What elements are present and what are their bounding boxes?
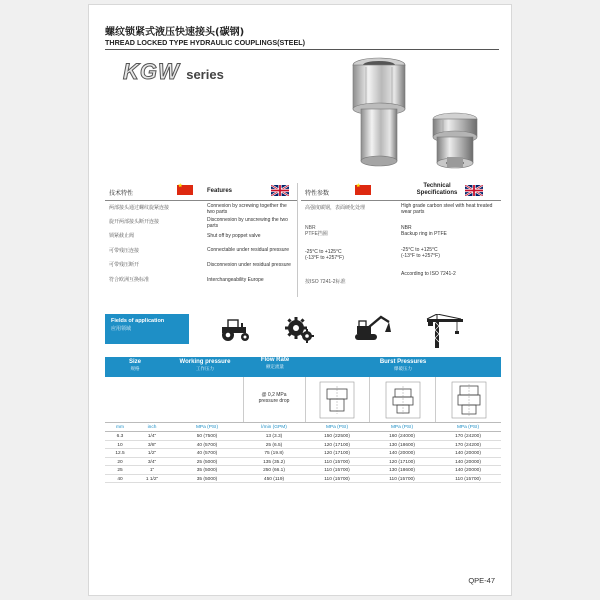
specs-en-header: Technical Specifications — [401, 183, 501, 201]
gears-icon — [285, 314, 315, 344]
feature-cn-6: 符合欧洲互换标准 — [109, 277, 150, 283]
table-units-row: mm inch MPa (PSI) l/min (GPM) MPa (PSI) MPa (PSI) MPa (PSI) — [105, 423, 501, 432]
specs-en-column — [401, 183, 501, 201]
male-coupling-diagram-icon — [385, 381, 421, 419]
feature-cn-4: 可带残压连接 — [109, 248, 140, 254]
specifications-table — [105, 357, 501, 483]
table-row: 20 3/4" 25 (5000) 135 (35.2) 110 (15700) 120 (17100) 140 (20000) — [105, 458, 501, 467]
spec-cn-3: -25°C to +125°C (-13°F to +257°F) — [305, 249, 344, 261]
page-number: QPE-47 — [468, 576, 495, 585]
tractor-icon — [217, 314, 253, 342]
header-flow-rate: Flow Rate 额定流量 — [260, 357, 290, 369]
catalog-page — [88, 4, 512, 596]
specs-cn-column — [301, 183, 401, 201]
feature-cn-2: 旋开两部接头断开连接 — [109, 219, 160, 225]
fields-of-application — [105, 312, 501, 348]
excavator-icon — [351, 314, 395, 342]
female-coupling-diagram-icon — [319, 381, 355, 419]
spec-en-4: According to ISO 7241-2 — [401, 271, 456, 277]
spec-en-2: NBR Backup ring in PTFE — [401, 225, 447, 237]
features-cn-header: 技术特性 ★ — [105, 183, 201, 201]
table-diagram-row — [105, 377, 501, 423]
series-title — [123, 59, 224, 85]
feature-en-4: Connectable under residual pressure — [207, 247, 289, 253]
uk-flag-icon — [271, 185, 289, 196]
coupling-product-image — [325, 53, 505, 183]
features-en-column — [201, 183, 297, 201]
series-word: series — [186, 67, 224, 82]
header-size: Size 规格 — [128, 359, 141, 371]
crane-icon — [425, 314, 465, 348]
table-row: 40 1 1/2" 35 (5000) 450 (119) 110 (15700) 110 (15700) 110 (15700) — [105, 475, 501, 484]
feature-en-2: Disconnexion by unscrewing the two parts — [207, 217, 288, 229]
flow-rate-note: @ 0,2 MPa pressure drop — [258, 392, 290, 404]
page-title-en: THREAD LOCKED TYPE HYDRAULIC COUPLINGS(STEEL) — [105, 38, 306, 47]
feature-en-5: Disconnexion under residual pressure — [207, 262, 291, 268]
table-header — [105, 357, 501, 377]
table-row: 6.3 1/4" 50 (7500) 13 (3.3) 150 (22500) 160 (24000) 170 (24200) — [105, 432, 501, 441]
title-divider — [105, 49, 499, 50]
specs-cn-header: 特性参数 ★ — [301, 183, 401, 201]
spec-cn-1: 高强度碳钢，表面硬化处理 — [305, 205, 366, 211]
header-working-pressure: Working pressure 工作压力 — [179, 359, 231, 371]
series-code: KGW — [123, 59, 180, 84]
feature-cn-5: 可带残压断开 — [109, 262, 140, 268]
fields-label: Fields of application 应用领域 — [105, 314, 189, 344]
spec-cn-4: 按ISO 7241-2标准 — [305, 279, 346, 285]
china-flag-icon — [177, 185, 193, 195]
header-burst-pressures: Burst Pressures 爆破压力 — [379, 359, 427, 371]
table-row: 12.5 1/2" 40 (5700) 75 (19.8) 120 (17100) 140 (20000) 140 (20000) — [105, 449, 501, 458]
page-title-cn: 螺纹锁紧式液压快速接头(碳钢) — [105, 27, 245, 38]
features-divider — [297, 183, 298, 297]
features-section — [105, 183, 501, 297]
table-row: 25 1" 35 (5000) 250 (66.1) 110 (15700) 130 (18600) 140 (20000) — [105, 466, 501, 475]
feature-en-6: Interchangeability Europe — [207, 277, 264, 283]
spec-en-3: -25°C to +125°C (-13°F to +257°F) — [401, 247, 440, 259]
features-en-header: Features — [201, 183, 297, 201]
feature-cn-3: 锁紧截止阀 — [109, 233, 135, 239]
feature-cn-1: 两部接头通过螺纹旋紧连接 — [109, 205, 170, 211]
coupled-assembly-diagram-icon — [451, 381, 487, 419]
feature-en-3: Shut off by poppet valve — [207, 233, 261, 239]
table-row: 10 3/8" 40 (5700) 25 (6.5) 120 (17100) 130 (18600) 170 (24200) — [105, 441, 501, 450]
feature-en-1: Connexion by screwing together the two parts — [207, 203, 287, 215]
china-flag-icon — [355, 185, 371, 195]
features-cn-column — [105, 183, 201, 201]
uk-flag-icon — [465, 185, 483, 196]
spec-cn-2: NBR PTFE挡圈 — [305, 225, 328, 237]
spec-en-1: High grade carbon steel with heat treated wear parts — [401, 203, 493, 215]
